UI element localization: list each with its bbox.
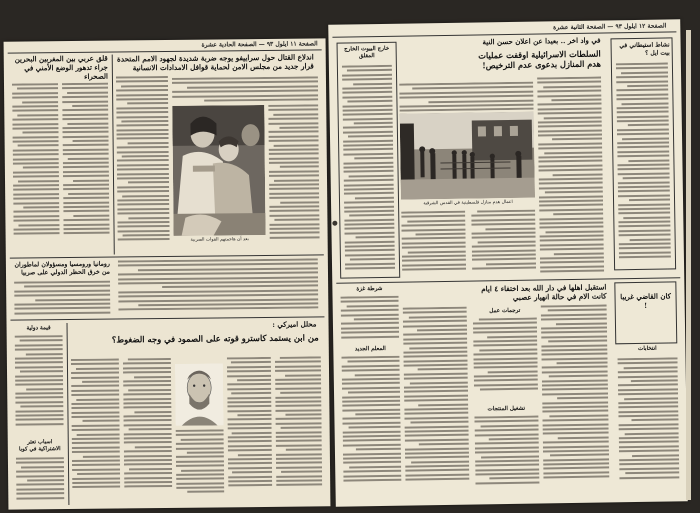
refugee-photo xyxy=(172,105,265,236)
headline-mother: استقبل اهلها في دار الله بعد اختفاء ٤ ايام كانت الام في حالة انهيار عصبي xyxy=(481,282,607,302)
sub-head: تشغيل المنتجات xyxy=(487,405,526,413)
headline-kicker: في واد اخر .. بعيدا عن اعلان حسن النية xyxy=(482,35,601,47)
headline-morocco: قلق عربي بين المغربين البحرين جراء تدهور الوضع الأمني في الصحراء xyxy=(14,53,108,81)
sidebar-box xyxy=(337,42,401,279)
article-column xyxy=(14,281,110,318)
headline-castro: من ابن يستمد كاسترو قوته على الصمود في وجه الضغوط؟ xyxy=(111,332,319,345)
sidebar-head: نشاط استيطاني في بيت ايل ؟ xyxy=(619,41,670,57)
article-column xyxy=(474,416,539,497)
article-intro xyxy=(172,76,318,102)
photo-caption: اعمال هدم منازل فلسطينية في القدس الشرقية xyxy=(423,199,513,207)
binding-hole xyxy=(332,221,337,226)
article-column xyxy=(541,304,610,495)
sidebar-column xyxy=(16,457,65,506)
pull-quote: كان القاضي غريبا ! xyxy=(620,291,671,310)
article-column xyxy=(176,429,225,503)
column-rule xyxy=(67,323,70,505)
headline-demolitions: السلطات الاسرائيلية اوقفت عمليات هدم المنازل بدعوى عدم الترخيص! xyxy=(478,48,601,71)
left-page-folio: الصفحة ١١ ايلول ٩٣ — الصفحة الحادية عشرة xyxy=(201,40,318,49)
section-label: محلل اميركي : xyxy=(272,319,317,329)
article-intro xyxy=(399,82,533,112)
article-column xyxy=(268,104,320,253)
article-column xyxy=(471,210,536,277)
article-column xyxy=(401,211,466,278)
quote-box xyxy=(614,281,677,344)
article-column xyxy=(275,356,323,502)
article-column xyxy=(62,83,110,251)
sidebar-head: شرطة غزة xyxy=(356,285,383,293)
article-column xyxy=(71,359,121,505)
photo-image xyxy=(400,112,535,200)
portrait-image xyxy=(175,363,224,425)
sidebar-column xyxy=(15,335,64,435)
sidebar-column xyxy=(341,296,400,345)
sidebar-column xyxy=(341,356,401,497)
sidebar-head: اسباب تعثر الاشتراكية في كوبا xyxy=(18,439,61,453)
article-column xyxy=(537,77,604,278)
article-column xyxy=(116,76,170,255)
photo-image xyxy=(172,105,265,236)
article-column xyxy=(618,357,680,494)
headline-sarajevo: اندلاع القتال حول سراييفو يوجه ضربة شديدة لجهود الامم المتحدة قرار جديد من مجلس الامن لحماية قوافل الامدادات الانسانية xyxy=(116,52,314,73)
sub-head: انتخابات xyxy=(637,345,657,352)
column-rule xyxy=(112,55,115,255)
sidebar-box xyxy=(610,37,676,270)
left-page xyxy=(4,38,331,509)
article-column xyxy=(123,358,173,504)
sidebar-column xyxy=(616,62,671,263)
photo-caption: بعد أن هاجمتهم القوات الصربية xyxy=(190,237,249,243)
sidebar-head: قيمة دولية xyxy=(26,325,51,332)
article-column xyxy=(403,307,470,498)
portrait-photo xyxy=(175,363,224,425)
sidebar-head: المعلم الجديد xyxy=(354,345,386,353)
sub-head: ترجمات عمل xyxy=(489,307,521,315)
right-page-folio: الصفحة ١٢ ايلول ٩٣ — الصفحة الثانية عشرة xyxy=(553,22,667,32)
sidebar-column xyxy=(342,65,395,272)
article-column xyxy=(118,258,319,310)
demolition-photo xyxy=(400,112,535,200)
page-stack-edge xyxy=(686,30,691,500)
article-column xyxy=(12,83,60,251)
article-column xyxy=(227,357,273,503)
right-page xyxy=(328,19,688,506)
headline-romania: رومانيا ورومسيا ومسؤولان لماطوران من خرق الحظر الدولي على صربيا xyxy=(14,260,111,277)
sidebar-head: خارج البيوت الخارج المقلق xyxy=(344,45,390,60)
article-column xyxy=(473,318,538,401)
